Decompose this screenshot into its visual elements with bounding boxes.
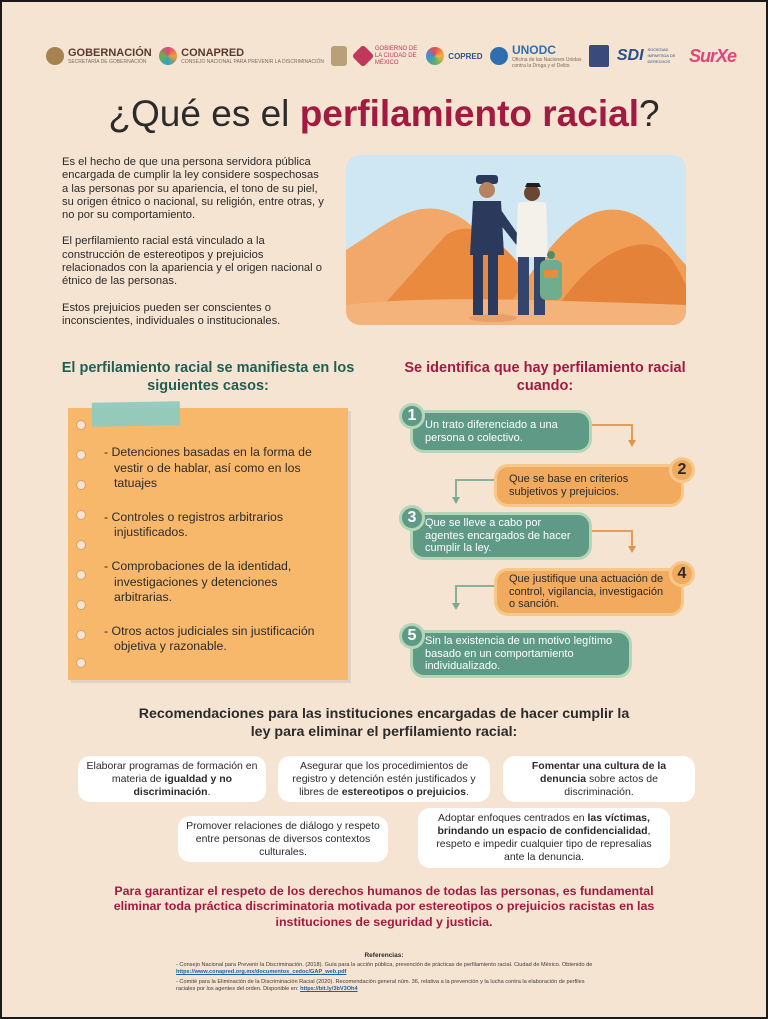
notepad-holes xyxy=(76,420,88,670)
step-text: Un trato diferenciado a una persona o colectivo. xyxy=(425,418,558,444)
hole-icon xyxy=(76,450,86,460)
sdi-logo: SDI SOCIEDAD IMPARTIDA DE DERECHOS xyxy=(616,47,676,64)
identification-heading: Se identifica que hay perfilamiento racial cuando: xyxy=(404,360,686,394)
crest-icon xyxy=(331,46,347,66)
conapred-logo: CONAPRED CONSEJO NACIONAL PARA PREVENIR LA DISCRIMINACIÓN xyxy=(159,47,324,65)
list-item: - Controles o registros arbitrarios injustificados. xyxy=(104,509,284,540)
reference-item: - Comité para la Eliminación de la Discriminación Racial (2020). Recomendación general núm. 36, relativa a la prevención y la lucha contra la elaboración de perfiles raciales por los agentes del orden. Disponible en: https://bit.ly/3bV3Oh4 xyxy=(176,979,585,992)
hole-icon xyxy=(76,420,86,430)
reference-item: - Consejo Nacional para Prevenir la Discriminación. (2018). Guía para la acción pública, prevención de prácticas de perfilamiento racial. Ciudad de México. Obtenido de https://www.conapred.org.mx/documentos_cedoc/GAP_web.pdf xyxy=(176,962,593,975)
un-globe-icon xyxy=(490,47,508,65)
gobernacion-emblem-icon xyxy=(46,47,64,65)
step-number-badge: 3 xyxy=(399,505,425,531)
intro-text xyxy=(62,156,324,341)
conapred-emblem-icon xyxy=(159,47,177,65)
step-text: Sin la existencia de un motivo legítimo basado en un comportamiento individualizado. xyxy=(425,635,613,673)
recommendation-card: Fomentar una cultura de la denuncia sobre actos de discriminación. xyxy=(503,756,695,802)
cdmx-logo: GOBIERNO DE LA CIUDAD DE MÉXICO xyxy=(355,46,419,67)
hole-icon xyxy=(76,658,86,668)
step-4 xyxy=(494,564,687,616)
unodc-logo: UNODC Oficina de las Naciones Unidas contra la Droga y el Delito xyxy=(490,43,582,69)
intro-paragraph: Es el hecho de que una persona servidora pública encargada de cumplir la ley considere sospechosas a las personas por su apariencia, el tono de su piel, su origen étnico o nacional, su religión, entre otras, y no por su comportamiento. xyxy=(62,156,324,222)
step-text: Que se base en criterios subjetivos y prejuicios. xyxy=(509,472,629,498)
reference-link[interactable]: https://www.conapred.org.mx/documentos_cedoc/GAP_web.pdf xyxy=(176,969,347,975)
list-item: - Detenciones basadas en la forma de vestir o de hablar, así como en los tatuajes xyxy=(104,445,312,491)
desert-scene-icon xyxy=(346,155,686,325)
references-title: Referencias: xyxy=(364,952,404,959)
step-3 xyxy=(407,508,592,560)
step-1 xyxy=(407,406,592,453)
recommendation-card: Elaborar programas de formación en materia de igualdad y no discriminación. xyxy=(78,756,266,802)
hole-icon xyxy=(76,630,86,640)
step-5 xyxy=(407,626,632,678)
step-number-badge: 5 xyxy=(399,623,425,649)
recommendation-card: Asegurar que los procedimientos de registro y detención estén justificados y libres de estereotipos o prejuicios. xyxy=(278,756,490,802)
cases-heading: El perfilamiento racial se manifiesta en los siguientes casos: xyxy=(61,360,355,394)
step-text: Que justifique una actuación de control, vigilancia, investigación o sanción. xyxy=(509,573,664,611)
title-accent: perfilamiento racial xyxy=(299,93,639,134)
list-item: - Comprobaciones de la identidad, investigaciones y detenciones arbitrarias. xyxy=(104,558,292,605)
list-item: - Otros actos judiciales sin justificación objetiva y razonable. xyxy=(104,623,315,654)
recommendation-card: Adoptar enfoques centrados en las víctimas, brindando un espacio de confidencialidad, respeto e impedir cualquier tipo de represalias ante la denuncia. xyxy=(418,808,670,868)
recommendations-heading: Recomendaciones para las instituciones encargadas de hacer cumplir la ley para eliminar el perfilamiento racial: xyxy=(138,706,630,740)
intro-paragraph: Estos prejuicios pueden ser conscientes o inconscientes, individuales o institucionales. xyxy=(62,301,281,327)
cdmx-emblem-icon xyxy=(352,45,375,68)
copred-emblem-icon xyxy=(426,47,444,65)
cdmx-crest-logo xyxy=(331,46,347,66)
step-number-badge: 4 xyxy=(669,561,695,587)
step-number-badge: 2 xyxy=(669,457,695,483)
recommendation-card: Promover relaciones de diálogo y respeto entre personas de diversos contextos culturales. xyxy=(178,816,388,862)
surxe-logo: SurXe xyxy=(688,45,736,66)
step-text: Que se lleve a cabo por agentes encargados de hacer cumplir la ley. xyxy=(425,517,571,555)
references-list xyxy=(176,962,596,996)
hole-icon xyxy=(76,600,86,610)
gobernacion-logo: GOBERNACIÓN SECRETARÍA DE GOBERNACIÓN xyxy=(46,47,152,65)
unam-logo xyxy=(589,45,609,67)
unam-crest-icon xyxy=(589,45,609,67)
hole-icon xyxy=(76,540,86,550)
cases-list xyxy=(104,445,334,673)
reference-link[interactable]: https://bit.ly/3bV3Oh4 xyxy=(300,986,358,992)
hole-icon xyxy=(76,570,86,580)
intro-paragraph: El perfilamiento racial está vinculado a la construcción de estereotipos y prejuicios relacionados con la apariencia y el origen nacional o étnico de las personas. xyxy=(62,235,322,288)
closing-statement: Para garantizar el respeto de los derechos humanos de todas las personas, es fundamental eliminar toda práctica discriminatoria motivada por estereotipos o prejuicios racistas en las instituciones de seguridad y justicia. xyxy=(113,884,655,929)
illustration-officer-detaining-person xyxy=(346,155,686,325)
step-2 xyxy=(494,460,687,507)
tape-decoration xyxy=(92,401,180,427)
page-title: ¿Qué es el perfilamiento racial? xyxy=(108,93,660,134)
hole-icon xyxy=(76,480,86,490)
hole-icon xyxy=(76,510,86,520)
copred-logo: COPRED xyxy=(426,47,482,65)
logo-bar xyxy=(46,38,736,74)
step-number-badge: 1 xyxy=(399,403,425,429)
